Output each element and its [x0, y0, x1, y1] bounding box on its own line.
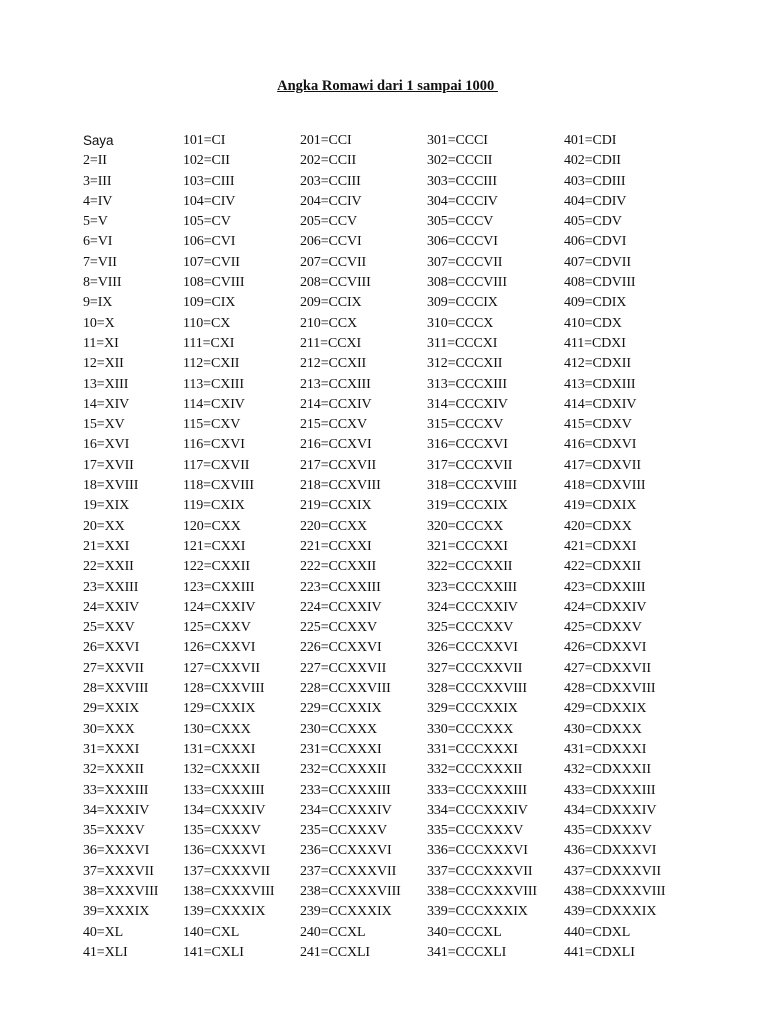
numeral-entry: 315=CCCXV: [427, 417, 504, 433]
column-3: [300, 131, 401, 963]
numeral-entry: 324=CCCXXIV: [427, 599, 518, 615]
numeral-entry: 123=CXXIII: [183, 579, 255, 595]
numeral-entry: 29=XXIX: [83, 701, 140, 717]
numeral-entry: 337=CCCXXXVII: [427, 863, 533, 879]
numeral-entry: 222=CCXXII: [300, 559, 377, 575]
numeral-entry: 312=CCCXII: [427, 356, 503, 372]
numeral-entry: 301=CCCI: [427, 133, 488, 148]
numeral-entry: 424=CDXXIV: [564, 599, 647, 615]
numeral-entry: 304=CCCIV: [427, 193, 498, 209]
numeral-entry: 213=CCXIII: [300, 376, 371, 392]
numeral-entry: 26=XXVI: [83, 640, 140, 656]
numeral-entry: 23=XXIII: [83, 579, 139, 595]
numeral-entry: 224=CCXXIV: [300, 599, 382, 615]
numeral-entry: 10=X: [83, 315, 115, 331]
numeral-entry: 35=XXXV: [83, 823, 145, 839]
numeral-entry: 111=CXI: [183, 335, 235, 351]
numeral-entry: 107=CVII: [183, 254, 240, 270]
numeral-entry: 16=XVI: [83, 437, 130, 453]
numeral-entry: 311=CCCXI: [427, 335, 498, 351]
numeral-entry: 27=XXVII: [83, 660, 144, 676]
numeral-entry: 207=CCVII: [300, 254, 367, 270]
numeral-entry: 417=CDXVII: [564, 457, 641, 473]
numeral-entry: 416=CDXVI: [564, 437, 637, 453]
numeral-entry: 36=XXXVI: [83, 843, 150, 859]
numeral-entry: 210=CCX: [300, 315, 357, 331]
numeral-entry: 303=CCCIII: [427, 173, 497, 189]
numeral-entry: 226=CCXXVI: [300, 640, 382, 656]
numeral-entry: 340=CCCXL: [427, 924, 502, 940]
numeral-entry: 28=XXVIII: [83, 681, 149, 697]
numeral-entry: 426=CDXXVI: [564, 640, 647, 656]
numeral-entry: 106=CVI: [183, 234, 236, 250]
numeral-entry: 232=CCXXXII: [300, 762, 387, 778]
numeral-entry: 14=XIV: [83, 396, 130, 412]
numeral-entry: 119=CXIX: [183, 498, 245, 514]
numeral-entry: 341=CCCXLI: [427, 944, 507, 960]
numeral-entry: 223=CCXXIII: [300, 579, 381, 595]
numeral-entry: 427=CDXXVII: [564, 660, 651, 676]
numeral-entry: 405=CDV: [564, 214, 622, 230]
numeral-entry: 19=XIX: [83, 498, 130, 514]
numeral-entry: 308=CCCVIII: [427, 275, 507, 291]
numeral-entry: 314=CCCXIV: [427, 396, 508, 412]
numeral-entry: 33=XXXIII: [83, 782, 149, 798]
numeral-entry: 322=CCCXXII: [427, 559, 513, 575]
numeral-entry: 438=CDXXXVIII: [564, 883, 666, 899]
column-4: [427, 131, 537, 963]
numeral-entry: 30=XXX: [83, 721, 135, 737]
numeral-entry: 415=CDXV: [564, 417, 632, 433]
numeral-entry: 231=CCXXXI: [300, 741, 382, 757]
numeral-entry: 105=CV: [183, 214, 231, 230]
numeral-entry: 131=CXXXI: [183, 741, 256, 757]
numeral-entry: 338=CCCXXXVIII: [427, 883, 537, 899]
numeral-entry: 220=CCXX: [300, 518, 367, 534]
numeral-entry: 320=CCCXX: [427, 518, 504, 534]
numeral-entry: 335=CCCXXXV: [427, 823, 524, 839]
numeral-entry: 34=XXXIV: [83, 802, 150, 818]
numeral-entry: 317=CCCXVII: [427, 457, 513, 473]
numeral-entry: 436=CDXXXVI: [564, 843, 657, 859]
numeral-entry: 114=CXIV: [183, 396, 245, 412]
numeral-entry: 22=XXII: [83, 559, 134, 575]
numeral-entry: 108=CVIII: [183, 275, 245, 291]
numeral-entry: 414=CDXIV: [564, 396, 637, 412]
numeral-entry: 331=CCCXXXI: [427, 741, 518, 757]
numeral-entry: 236=CCXXXVI: [300, 843, 392, 859]
numeral-entry: 212=CCXII: [300, 356, 367, 372]
numeral-entry: 101=CI: [183, 133, 226, 148]
numeral-entry: 102=CII: [183, 153, 230, 169]
numeral-entry: 430=CDXXX: [564, 721, 642, 737]
numeral-entry: 437=CDXXXVII: [564, 863, 661, 879]
numeral-entry: 239=CCXXXIX: [300, 904, 392, 920]
numeral-entry: 318=CCCXVIII: [427, 478, 517, 494]
numeral-entry: 316=CCCXVI: [427, 437, 508, 453]
numeral-entry: 323=CCCXXIII: [427, 579, 517, 595]
numeral-entry: 3=III: [83, 173, 112, 189]
numeral-entry: 139=CXXXIX: [183, 904, 266, 920]
numeral-entry: 330=CCCXXX: [427, 721, 514, 737]
numeral-entry: 6=VI: [83, 234, 113, 250]
numeral-entry: 141=CXLI: [183, 944, 244, 960]
numeral-entry: Saya: [83, 133, 114, 148]
column-1: [83, 131, 158, 963]
numeral-entry: 117=CXVII: [183, 457, 250, 473]
numeral-entry: 103=CIII: [183, 173, 235, 189]
numeral-entry: 129=CXXIX: [183, 701, 256, 717]
numeral-entry: 306=CCCVI: [427, 234, 498, 250]
numeral-entry: 241=CCXLI: [300, 944, 370, 960]
numeral-entry: 423=CDXXIII: [564, 579, 646, 595]
numeral-entry: 118=CXVIII: [183, 478, 254, 494]
numeral-entry: 37=XXXVII: [83, 863, 154, 879]
numeral-entry: 235=CCXXXV: [300, 823, 388, 839]
numeral-entry: 128=CXXVIII: [183, 681, 265, 697]
numeral-entry: 208=CCVIII: [300, 275, 371, 291]
numeral-entry: 104=CIV: [183, 193, 236, 209]
numeral-entry: 40=XL: [83, 924, 124, 940]
numeral-entry: 38=XXXVIII: [83, 883, 159, 899]
numeral-entry: 130=CXXX: [183, 721, 251, 737]
numeral-entry: 238=CCXXXVIII: [300, 883, 401, 899]
numeral-entry: 221=CCXXI: [300, 538, 372, 554]
numeral-entry: 333=CCCXXXIII: [427, 782, 527, 798]
numeral-entry: 401=CDI: [564, 133, 617, 148]
numeral-entry: 15=XV: [83, 417, 125, 433]
numeral-entry: 214=CCXIV: [300, 396, 372, 412]
numeral-entry: 433=CDXXXIII: [564, 782, 656, 798]
numeral-entry: 205=CCV: [300, 214, 357, 230]
numeral-entry: 441=CDXLI: [564, 944, 635, 960]
numeral-entry: 313=CCCXIII: [427, 376, 507, 392]
numeral-entry: 120=CXX: [183, 518, 241, 534]
numeral-entry: 32=XXXII: [83, 762, 144, 778]
numeral-entry: 404=CDIV: [564, 193, 627, 209]
numeral-entry: 419=CDXIX: [564, 498, 637, 514]
numeral-entry: 2=II: [83, 153, 107, 169]
numeral-entry: 329=CCCXXIX: [427, 701, 518, 717]
numeral-entry: 217=CCXVII: [300, 457, 377, 473]
numeral-entry: 336=CCCXXXVI: [427, 843, 528, 859]
numeral-entry: 124=CXXIV: [183, 599, 256, 615]
numeral-entry: 21=XXI: [83, 538, 130, 554]
numeral-entry: 5=V: [83, 214, 108, 230]
column-2: [183, 131, 274, 963]
numeral-entry: 229=CCXXIX: [300, 701, 382, 717]
numeral-entry: 7=VII: [83, 254, 117, 270]
numeral-entry: 219=CCXIX: [300, 498, 372, 514]
numeral-entry: 41=XLI: [83, 944, 128, 960]
numeral-entry: 12=XII: [83, 356, 124, 372]
numeral-entry: 410=CDX: [564, 315, 622, 331]
numeral-entry: 216=CCXVI: [300, 437, 372, 453]
numeral-entry: 112=CXII: [183, 356, 240, 372]
numeral-entry: 418=CDXVIII: [564, 478, 646, 494]
numeral-entry: 432=CDXXXII: [564, 762, 651, 778]
column-5: [564, 131, 665, 963]
numeral-entry: 113=CXIII: [183, 376, 244, 392]
numeral-entry: 307=CCCVII: [427, 254, 503, 270]
numeral-entry: 431=CDXXXI: [564, 741, 647, 757]
numeral-entry: 440=CDXL: [564, 924, 631, 940]
numeral-entry: 234=CCXXXIV: [300, 802, 392, 818]
numeral-entry: 135=CXXXV: [183, 823, 261, 839]
numeral-entry: 9=IX: [83, 295, 113, 311]
numeral-entry: 328=CCCXXVIII: [427, 681, 527, 697]
numeral-entry: 422=CDXXII: [564, 559, 641, 575]
numeral-entry: 206=CCVI: [300, 234, 362, 250]
page-title: Angka Romawi dari 1 sampai 1000: [277, 78, 498, 94]
numeral-entry: 406=CDVI: [564, 234, 627, 250]
numeral-entry: 412=CDXII: [564, 356, 631, 372]
numeral-entry: 138=CXXXVIII: [183, 883, 275, 899]
numeral-entry: 25=XXV: [83, 620, 135, 636]
numeral-entry: 137=CXXXVII: [183, 863, 270, 879]
numeral-entry: 115=CXV: [183, 417, 241, 433]
numeral-entry: 310=CCCX: [427, 315, 494, 331]
numeral-entry: 425=CDXXV: [564, 620, 642, 636]
numeral-entry: 140=CXL: [183, 924, 240, 940]
numeral-entry: 407=CDVII: [564, 254, 631, 270]
numeral-entry: 109=CIX: [183, 295, 236, 311]
numeral-entry: 428=CDXXVIII: [564, 681, 656, 697]
numeral-entry: 233=CCXXXIII: [300, 782, 391, 798]
numeral-entry: 126=CXXVI: [183, 640, 256, 656]
numeral-entry: 203=CCIII: [300, 173, 361, 189]
numeral-entry: 305=CCCV: [427, 214, 494, 230]
numeral-entry: 408=CDVIII: [564, 275, 636, 291]
numeral-entry: 204=CCIV: [300, 193, 362, 209]
numeral-entry: 18=XVIII: [83, 478, 139, 494]
numeral-entry: 339=CCCXXXIX: [427, 904, 528, 920]
numeral-entry: 413=CDXIII: [564, 376, 636, 392]
numeral-entry: 134=CXXXIV: [183, 802, 266, 818]
numeral-entry: 403=CDIII: [564, 173, 626, 189]
numeral-entry: 122=CXXII: [183, 559, 250, 575]
numeral-entry: 8=VIII: [83, 275, 122, 291]
numeral-entry: 136=CXXXVI: [183, 843, 266, 859]
numeral-entry: 230=CCXXX: [300, 721, 378, 737]
numeral-entry: 133=CXXXIII: [183, 782, 265, 798]
numeral-entry: 325=CCCXXV: [427, 620, 514, 636]
numeral-entry: 209=CCIX: [300, 295, 362, 311]
numeral-entry: 237=CCXXXVII: [300, 863, 397, 879]
numeral-entry: 439=CDXXXIX: [564, 904, 657, 920]
numeral-entry: 127=CXXVII: [183, 660, 260, 676]
numeral-entry: 309=CCCIX: [427, 295, 498, 311]
numeral-entry: 24=XXIV: [83, 599, 140, 615]
numeral-entry: 411=CDXI: [564, 335, 626, 351]
numeral-entry: 39=XXXIX: [83, 904, 150, 920]
numeral-entry: 116=CXVI: [183, 437, 245, 453]
numeral-entry: 121=CXXI: [183, 538, 246, 554]
numeral-entry: 202=CCII: [300, 153, 357, 169]
numeral-entry: 11=XI: [83, 335, 119, 351]
numeral-entry: 215=CCXV: [300, 417, 367, 433]
numeral-entry: 326=CCCXXVI: [427, 640, 518, 656]
numeral-entry: 402=CDII: [564, 153, 621, 169]
numeral-entry: 332=CCCXXXII: [427, 762, 523, 778]
numeral-entry: 409=CDIX: [564, 295, 627, 311]
numeral-entry: 240=CCXL: [300, 924, 366, 940]
numeral-entry: 420=CDXX: [564, 518, 632, 534]
numeral-entry: 31=XXXI: [83, 741, 140, 757]
numeral-entry: 132=CXXXII: [183, 762, 260, 778]
numeral-entry: 434=CDXXXIV: [564, 802, 657, 818]
numeral-entry: 125=CXXV: [183, 620, 251, 636]
numeral-entry: 327=CCCXXVII: [427, 660, 523, 676]
numeral-entry: 228=CCXXVIII: [300, 681, 391, 697]
numeral-entry: 429=CDXXIX: [564, 701, 647, 717]
numeral-entry: 20=XX: [83, 518, 125, 534]
numeral-entry: 227=CCXXVII: [300, 660, 387, 676]
numeral-entry: 435=CDXXXV: [564, 823, 652, 839]
numeral-entry: 17=XVII: [83, 457, 134, 473]
numeral-entry: 201=CCI: [300, 133, 352, 148]
numeral-entry: 211=CCXI: [300, 335, 362, 351]
numeral-entry: 319=CCCXIX: [427, 498, 508, 514]
numeral-entry: 110=CX: [183, 315, 231, 331]
numeral-entry: 302=CCCII: [427, 153, 493, 169]
numeral-entry: 225=CCXXV: [300, 620, 378, 636]
numeral-entry: 421=CDXXI: [564, 538, 637, 554]
numeral-entry: 4=IV: [83, 193, 113, 209]
numeral-entry: 321=CCCXXI: [427, 538, 508, 554]
numeral-entry: 218=CCXVIII: [300, 478, 381, 494]
numeral-entry: 334=CCCXXXIV: [427, 802, 528, 818]
numeral-entry: 13=XIII: [83, 376, 129, 392]
